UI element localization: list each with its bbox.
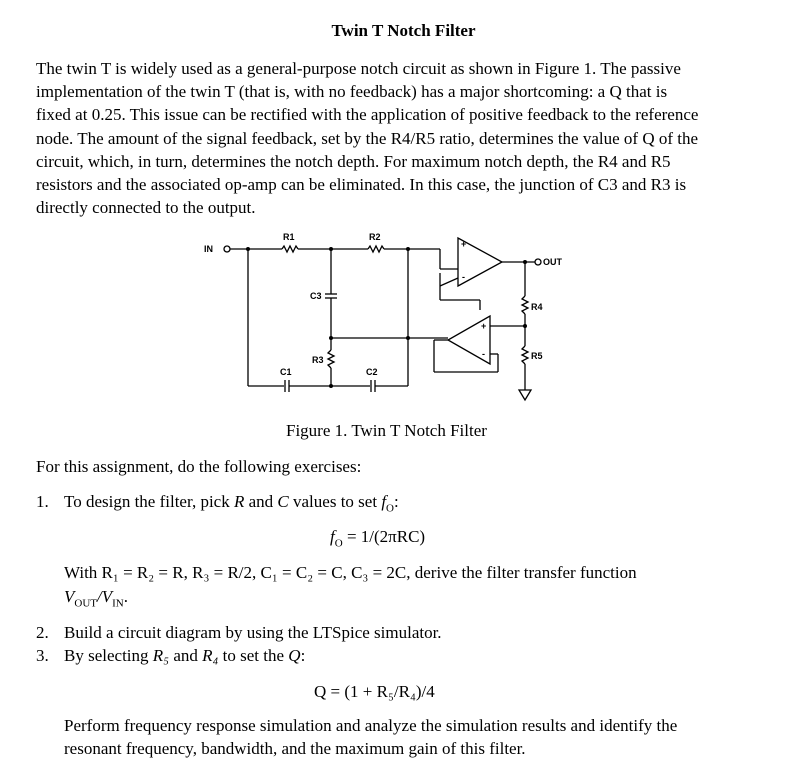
item-1-text: To design the filter, pick R and C values to set $f_O$: xyxy=(64,492,399,515)
label-c2: C2 xyxy=(366,367,378,377)
item-number: 1. xyxy=(36,492,49,511)
intro-paragraph xyxy=(36,57,776,219)
intro-line: The twin T is widely used as a general-purpose notch circuit as shown in Figure 1. The passive xyxy=(36,59,681,78)
label-opamp-bottom-minus: - xyxy=(482,349,485,359)
label-r5: R5 xyxy=(531,351,543,361)
label-c3: C3 xyxy=(310,291,322,301)
label-out: OUT xyxy=(543,257,562,267)
item-1-transfer: $V_{OUT}/V_{IN}$. xyxy=(64,587,128,610)
label-in: IN xyxy=(204,244,213,254)
item-2-text: Build a circuit diagram by using the LTSpice simulator. xyxy=(64,623,442,642)
formula-f0: $f_O = 1/(2\pi RC)$ xyxy=(330,527,426,550)
final-line-2: resonant frequency, bandwidth, and the maximum gain of this filter. xyxy=(64,739,526,758)
r3-resistor xyxy=(328,350,334,368)
in-terminal xyxy=(224,246,230,252)
r5-resistor xyxy=(522,346,528,364)
intro-line: fixed at 0.25. This issue can be rectified with the application of positive feedback to the reference xyxy=(36,105,699,125)
page-title: Twin T Notch Filter xyxy=(331,21,476,40)
intro-line: node. The amount of the signal feedback, set by the R4/R5 ratio, determines the value of Q of the xyxy=(36,128,699,148)
twin-t-schematic xyxy=(190,228,560,413)
intro-line: implementation of the twin T (that is, with no feedback) has a major shortcoming: a Q that is xyxy=(36,82,668,102)
label-r3: R3 xyxy=(312,355,324,365)
item-3-text: By selecting R₅ and R₄ to set the Q: xyxy=(64,646,306,665)
label-r4: R4 xyxy=(531,302,543,312)
final-line-1: Perform frequency response simulation and analyze the simulation results and identify the xyxy=(64,716,678,735)
figure-caption: Figure 1. Twin T Notch Filter xyxy=(286,421,487,440)
formula-q: Q = (1 + R₅/R₄)/4 xyxy=(314,682,435,701)
r2-resistor xyxy=(368,246,384,252)
ground-icon xyxy=(519,390,531,400)
label-opamp-bottom-plus: + xyxy=(481,321,487,331)
out-terminal xyxy=(535,259,541,265)
label-opamp-top-plus: + xyxy=(461,239,467,249)
item-1-with-line: With R₁ = R₂ = R, R₃ = R/2, C₁ = C₂ = C, C₃ = 2C, derive the filter transfer function xyxy=(64,563,637,582)
assignment-intro: For this assignment, do the following exercises: xyxy=(36,457,362,476)
r4-resistor xyxy=(522,296,528,314)
label-r2: R2 xyxy=(369,232,381,242)
item-number: 2. xyxy=(36,623,49,642)
label-r1: R1 xyxy=(283,232,295,242)
intro-line: resistors and the associated op-amp can be eliminated. In this case, the junction of C3 and R3 is xyxy=(36,175,687,195)
intro-line: circuit, which, in turn, determines the notch depth. For maximum notch depth, the R4 and R5 xyxy=(36,151,671,171)
label-c1: C1 xyxy=(280,367,292,377)
intro-line: directly connected to the output. xyxy=(36,198,256,218)
item-number: 3. xyxy=(36,646,49,665)
label-opamp-top-minus: - xyxy=(462,272,465,282)
r1-resistor xyxy=(282,246,298,252)
